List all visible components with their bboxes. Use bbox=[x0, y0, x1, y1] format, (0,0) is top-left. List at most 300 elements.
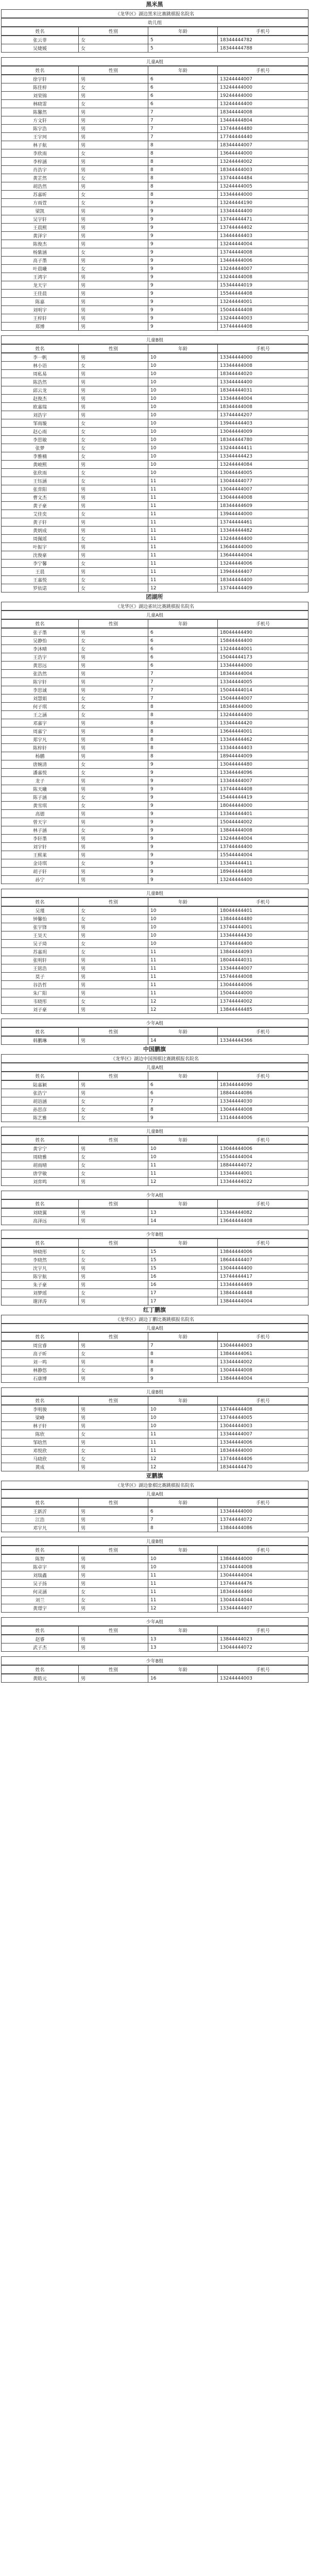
name-cell: 沈俊豪 bbox=[2, 551, 79, 560]
phone-cell: 13244444000 bbox=[218, 83, 308, 92]
table-row bbox=[2, 1145, 308, 1153]
registration-table bbox=[1, 1405, 308, 1471]
phone-cell: 18044444401 bbox=[218, 907, 308, 915]
name-cell: 王嘉悦 bbox=[2, 576, 79, 584]
gender-cell: 男 bbox=[79, 923, 148, 931]
section-title: 团湖所 bbox=[146, 594, 163, 600]
age-cell: 11 bbox=[148, 1596, 218, 1604]
gender-cell: 男 bbox=[79, 876, 148, 884]
gender-cell: 女 bbox=[79, 436, 148, 444]
col-phone-header: 手机号 bbox=[218, 1546, 308, 1554]
name-cell: 韩鹏琳 bbox=[2, 1037, 79, 1045]
age-cell: 6 bbox=[148, 637, 218, 645]
phone-cell: 13344444007 bbox=[218, 777, 308, 785]
name-cell: 王昊天 bbox=[2, 931, 79, 940]
name-cell: 陈天曦 bbox=[2, 785, 79, 793]
table-row bbox=[2, 686, 308, 694]
table-row bbox=[2, 1414, 308, 1422]
name-cell: 王新沂 bbox=[2, 1507, 79, 1516]
age-cell: 6 bbox=[148, 100, 218, 108]
table-row bbox=[2, 915, 308, 923]
age-cell: 12 bbox=[148, 1006, 218, 1014]
name-cell: 黄子豪 bbox=[2, 502, 79, 510]
table-header bbox=[1, 1546, 308, 1554]
header-row bbox=[2, 27, 308, 36]
age-cell: 8 bbox=[148, 736, 218, 744]
age-cell: 8 bbox=[148, 752, 218, 760]
col-age-header: 年龄 bbox=[148, 66, 218, 75]
table-row bbox=[2, 158, 308, 166]
gender-cell: 男 bbox=[79, 543, 148, 551]
phone-cell: 13144444006 bbox=[218, 1114, 308, 1122]
caption-cell: 儿童A组 bbox=[2, 1324, 308, 1332]
phone-cell: 13344444022 bbox=[218, 1178, 308, 1186]
gender-cell: 男 bbox=[79, 1297, 148, 1306]
phone-cell: 15044444007 bbox=[218, 694, 308, 703]
col-age-header: 年龄 bbox=[148, 1239, 218, 1247]
gender-cell: 男 bbox=[79, 810, 148, 818]
age-cell: 8 bbox=[148, 174, 218, 182]
col-phone-header: 手机号 bbox=[218, 345, 308, 353]
table-header bbox=[1, 1498, 308, 1507]
table-row bbox=[2, 1463, 308, 1471]
name-cell: 吴子扬 bbox=[2, 1580, 79, 1588]
table-row bbox=[2, 290, 308, 298]
gender-cell: 男 bbox=[79, 314, 148, 323]
table-row bbox=[2, 378, 308, 386]
age-cell: 6 bbox=[148, 1081, 218, 1089]
gender-cell: 女 bbox=[79, 248, 148, 257]
phone-cell: 13244444003 bbox=[218, 314, 308, 323]
gender-cell: 女 bbox=[79, 444, 148, 452]
table-row bbox=[2, 323, 308, 331]
table-row bbox=[2, 1455, 308, 1463]
gender-cell: 男 bbox=[79, 1089, 148, 1097]
phone-cell: 13344444000 bbox=[218, 1507, 308, 1516]
col-gender-header: 性别 bbox=[79, 1666, 148, 1674]
col-phone-header: 手机号 bbox=[218, 1626, 308, 1635]
phone-cell: 13044444480 bbox=[218, 760, 308, 769]
table-row bbox=[2, 240, 308, 248]
gender-cell: 男 bbox=[79, 518, 148, 527]
table-row bbox=[2, 736, 308, 744]
venue-section bbox=[1, 1471, 308, 1683]
age-cell: 9 bbox=[148, 818, 218, 826]
registration-table bbox=[1, 1036, 308, 1045]
name-cell: 张梦 bbox=[2, 444, 79, 452]
table-row bbox=[2, 719, 308, 727]
phone-cell: 13644444001 bbox=[218, 727, 308, 736]
table-row bbox=[2, 386, 308, 395]
phone-cell: 15044444002 bbox=[218, 818, 308, 826]
name-cell: 赵心雨 bbox=[2, 428, 79, 436]
age-cell: 9 bbox=[148, 240, 218, 248]
gender-cell: 男 bbox=[79, 1006, 148, 1014]
col-gender-header: 性别 bbox=[79, 620, 148, 628]
phone-cell: 18044444031 bbox=[218, 956, 308, 964]
table-row bbox=[2, 428, 308, 436]
table-row bbox=[2, 1588, 308, 1596]
gender-cell: 男 bbox=[79, 835, 148, 843]
table-row bbox=[2, 174, 308, 182]
table-row bbox=[2, 191, 308, 199]
name-cell: 张云菲 bbox=[2, 36, 79, 44]
phone-cell: 13644444408 bbox=[218, 1217, 308, 1225]
name-cell: 王梓轩 bbox=[2, 314, 79, 323]
table-row bbox=[2, 1153, 308, 1161]
phone-cell: 18044444490 bbox=[218, 629, 308, 637]
caption-cell: 少年A组 bbox=[2, 1618, 308, 1626]
name-cell: 曾天宇 bbox=[2, 818, 79, 826]
col-name-header: 姓名 bbox=[2, 1072, 79, 1080]
age-cell: 11 bbox=[148, 568, 218, 576]
phone-cell: 13844444008 bbox=[218, 826, 308, 835]
table-row bbox=[2, 670, 308, 678]
gender-cell: 男 bbox=[79, 215, 148, 224]
table-row bbox=[2, 224, 308, 232]
spacer bbox=[1, 1532, 308, 1537]
gender-cell: 女 bbox=[79, 760, 148, 769]
gender-cell: 女 bbox=[79, 510, 148, 518]
name-cell: 陈宇浩 bbox=[2, 125, 79, 133]
age-cell: 11 bbox=[148, 551, 218, 560]
caption-row bbox=[2, 1055, 308, 1063]
gender-cell: 女 bbox=[79, 469, 148, 477]
gender-cell: 男 bbox=[79, 989, 148, 997]
gender-cell: 男 bbox=[79, 290, 148, 298]
gender-cell: 男 bbox=[79, 981, 148, 989]
age-cell: 8 bbox=[148, 703, 218, 711]
phone-cell: 13044444006 bbox=[218, 981, 308, 989]
name-cell: 邹晗然 bbox=[2, 1438, 79, 1447]
table-row bbox=[2, 1555, 308, 1563]
age-cell: 7 bbox=[148, 133, 218, 141]
phone-cell: 15044444408 bbox=[218, 306, 308, 314]
age-cell: 6 bbox=[148, 1507, 218, 1516]
name-cell: 周晓雅 bbox=[2, 1153, 79, 1161]
spacer bbox=[1, 1383, 308, 1387]
name-cell: 胡雨晴 bbox=[2, 1161, 79, 1170]
name-cell: 罗依诺 bbox=[2, 584, 79, 592]
phone-cell: 18344444000 bbox=[218, 703, 308, 711]
age-cell: 9 bbox=[148, 810, 218, 818]
table-row bbox=[2, 306, 308, 314]
gender-cell: 男 bbox=[79, 1635, 148, 1643]
gender-cell: 女 bbox=[79, 100, 148, 108]
name-cell: 苏嘉玥 bbox=[2, 948, 79, 956]
spacer bbox=[1, 331, 308, 335]
gender-cell: 男 bbox=[79, 232, 148, 240]
col-name-header: 姓名 bbox=[2, 66, 79, 75]
name-cell: 李宁馨 bbox=[2, 560, 79, 568]
name-cell: 欧嘉瑞 bbox=[2, 403, 79, 411]
name-cell: 周宜睿 bbox=[2, 1342, 79, 1350]
name-cell: 吴瑾 bbox=[2, 907, 79, 915]
age-cell: 8 bbox=[148, 744, 218, 752]
table-row bbox=[2, 1089, 308, 1097]
gender-cell: 男 bbox=[79, 744, 148, 752]
header-row bbox=[2, 620, 308, 628]
age-cell: 12 bbox=[148, 584, 218, 592]
phone-cell: 13744444408 bbox=[218, 1405, 308, 1414]
phone-cell: 18344444090 bbox=[218, 1081, 308, 1089]
name-cell: 陈佳梓 bbox=[2, 83, 79, 92]
header-row bbox=[2, 1626, 308, 1635]
age-cell: 7 bbox=[148, 1342, 218, 1350]
phone-cell: 13444444804 bbox=[218, 116, 308, 125]
age-cell: 11 bbox=[148, 1170, 218, 1178]
table-row bbox=[2, 403, 308, 411]
phone-cell: 18644444407 bbox=[218, 1256, 308, 1264]
age-cell: 14 bbox=[148, 1217, 218, 1225]
name-cell: 方文轩 bbox=[2, 116, 79, 125]
caption-row bbox=[2, 602, 308, 611]
col-name-header: 姓名 bbox=[2, 1200, 79, 1208]
name-cell: 陈浩然 bbox=[2, 378, 79, 386]
age-cell: 11 bbox=[148, 981, 218, 989]
registration-table bbox=[1, 1208, 308, 1225]
name-cell: 刘子豪 bbox=[2, 1006, 79, 1014]
col-age-header: 年龄 bbox=[148, 898, 218, 906]
age-cell: 9 bbox=[148, 215, 218, 224]
name-cell: 胡语涵 bbox=[2, 1097, 79, 1106]
age-cell: 8 bbox=[148, 141, 218, 149]
gender-cell: 女 bbox=[79, 802, 148, 810]
table-caption bbox=[1, 1230, 308, 1239]
header-row bbox=[2, 1136, 308, 1144]
gender-cell: 男 bbox=[79, 719, 148, 727]
gender-cell: 女 bbox=[79, 793, 148, 802]
caption-row bbox=[2, 1019, 308, 1027]
phone-cell: 13344444004 bbox=[218, 395, 308, 403]
phone-cell: 18344444460 bbox=[218, 1588, 308, 1596]
table-row bbox=[2, 727, 308, 736]
col-gender-header: 性别 bbox=[79, 1499, 148, 1507]
age-cell: 7 bbox=[148, 670, 218, 678]
age-cell: 11 bbox=[148, 1447, 218, 1455]
name-cell: 杨鹏 bbox=[2, 752, 79, 760]
table-row bbox=[2, 419, 308, 428]
name-cell: 胡浩然 bbox=[2, 182, 79, 191]
phone-cell: 13844444061 bbox=[218, 1350, 308, 1358]
phone-cell: 13244444004 bbox=[218, 835, 308, 843]
col-age-header: 年龄 bbox=[148, 1200, 218, 1208]
table-row bbox=[2, 551, 308, 560]
gender-cell: 男 bbox=[79, 818, 148, 826]
age-cell: 9 bbox=[148, 769, 218, 777]
age-cell: 10 bbox=[148, 395, 218, 403]
spacer bbox=[1, 884, 308, 889]
age-cell: 11 bbox=[148, 1161, 218, 1170]
phone-cell: 13344444469 bbox=[218, 1281, 308, 1289]
table-caption bbox=[1, 1063, 308, 1072]
table-caption bbox=[1, 611, 308, 619]
table-row bbox=[2, 444, 308, 452]
age-cell: 11 bbox=[148, 1588, 218, 1596]
phone-cell: 13044444044 bbox=[218, 1596, 308, 1604]
table-row bbox=[2, 1161, 308, 1170]
table-row bbox=[2, 802, 308, 810]
age-cell: 9 bbox=[148, 793, 218, 802]
age-cell: 11 bbox=[148, 973, 218, 981]
name-cell: 江浩 bbox=[2, 1516, 79, 1524]
table-row bbox=[2, 1596, 308, 1604]
phone-cell: 13344444007 bbox=[218, 964, 308, 973]
age-cell: 10 bbox=[148, 1422, 218, 1430]
phone-cell: 13044444009 bbox=[218, 428, 308, 436]
gender-cell: 男 bbox=[79, 551, 148, 560]
phone-cell: 13344444001 bbox=[218, 1170, 308, 1178]
registration-table bbox=[1, 1635, 308, 1652]
gender-cell: 男 bbox=[79, 411, 148, 419]
name-cell: 吴宇轩 bbox=[2, 215, 79, 224]
phone-cell: 13744444072 bbox=[218, 1516, 308, 1524]
gender-cell: 男 bbox=[79, 158, 148, 166]
age-cell: 9 bbox=[148, 859, 218, 868]
phone-cell: 15044444173 bbox=[218, 653, 308, 662]
header-row bbox=[2, 1200, 308, 1208]
age-cell: 10 bbox=[148, 370, 218, 378]
col-name-header: 姓名 bbox=[2, 1499, 79, 1507]
name-cell: 韦晓彤 bbox=[2, 997, 79, 1006]
table-row bbox=[2, 1106, 308, 1114]
gender-cell: 男 bbox=[79, 777, 148, 785]
table-row bbox=[2, 281, 308, 290]
table-row bbox=[2, 769, 308, 777]
phone-cell: 13244444400 bbox=[218, 711, 308, 719]
name-cell: 黄思远 bbox=[2, 662, 79, 670]
table-row bbox=[2, 1273, 308, 1281]
age-cell: 10 bbox=[148, 419, 218, 428]
name-cell: 徐宇轩 bbox=[2, 75, 79, 83]
phone-cell: 13444444403 bbox=[218, 232, 308, 240]
col-phone-header: 手机号 bbox=[218, 1666, 308, 1674]
age-cell: 11 bbox=[148, 1438, 218, 1447]
gender-cell: 女 bbox=[79, 83, 148, 92]
age-cell: 7 bbox=[148, 116, 218, 125]
phone-cell: 13744444002 bbox=[218, 997, 308, 1006]
table-row bbox=[2, 1114, 308, 1122]
name-cell: 王佳晨 bbox=[2, 290, 79, 298]
name-cell: 张欣雨 bbox=[2, 469, 79, 477]
gender-cell: 男 bbox=[79, 1604, 148, 1613]
gender-cell: 女 bbox=[79, 703, 148, 711]
name-cell: 邓宇凡 bbox=[2, 1524, 79, 1532]
caption-cell: 儿童A组 bbox=[2, 1490, 308, 1498]
phone-cell: 15844444400 bbox=[218, 637, 308, 645]
age-cell: 8 bbox=[148, 1358, 218, 1366]
caption-cell: 儿童B组 bbox=[2, 1388, 308, 1396]
age-cell: 9 bbox=[148, 868, 218, 876]
gender-cell: 女 bbox=[79, 826, 148, 835]
phone-cell: 15544444004 bbox=[218, 1153, 308, 1161]
table-caption bbox=[1, 9, 308, 18]
name-cell: 王宇珂 bbox=[2, 133, 79, 141]
table-row bbox=[2, 810, 308, 818]
table-row bbox=[2, 694, 308, 703]
gender-cell: 女 bbox=[79, 915, 148, 923]
table-row bbox=[2, 1375, 308, 1383]
age-cell: 7 bbox=[148, 694, 218, 703]
caption-row bbox=[2, 1490, 308, 1498]
table-row bbox=[2, 568, 308, 576]
table-row bbox=[2, 1006, 308, 1014]
age-cell: 6 bbox=[148, 83, 218, 92]
table-row bbox=[2, 964, 308, 973]
phone-cell: 18844444072 bbox=[218, 1161, 308, 1170]
name-cell: 林子航 bbox=[2, 141, 79, 149]
gender-cell: 女 bbox=[79, 576, 148, 584]
table-row bbox=[2, 629, 308, 637]
phone-cell: 13244444190 bbox=[218, 199, 308, 207]
gender-cell: 男 bbox=[79, 843, 148, 851]
caption-cell: 儿童B组 bbox=[2, 889, 308, 897]
age-cell: 11 bbox=[148, 510, 218, 518]
section-title: 亚鹏旗 bbox=[146, 1472, 163, 1479]
table-row bbox=[2, 1430, 308, 1438]
name-cell: 曹文杰 bbox=[2, 494, 79, 502]
name-cell: 李思诚 bbox=[2, 686, 79, 694]
name-cell: 唐学敏 bbox=[2, 1170, 79, 1178]
phone-cell: 15544444408 bbox=[218, 290, 308, 298]
table-row bbox=[2, 948, 308, 956]
table-row bbox=[2, 125, 308, 133]
table-row bbox=[2, 485, 308, 494]
phone-cell: 13744444408 bbox=[218, 785, 308, 793]
age-cell: 11 bbox=[148, 1580, 218, 1588]
table-row bbox=[2, 1178, 308, 1186]
gender-cell: 男 bbox=[79, 395, 148, 403]
age-cell: 5 bbox=[148, 44, 218, 53]
table-row bbox=[2, 1447, 308, 1455]
name-cell: 刘荣锦 bbox=[2, 92, 79, 100]
name-cell: 王铭浩 bbox=[2, 964, 79, 973]
table-header bbox=[1, 27, 308, 36]
table-row bbox=[2, 182, 308, 191]
name-cell: 吴婕媛 bbox=[2, 44, 79, 53]
name-cell: 陈欣 bbox=[2, 1430, 79, 1438]
age-cell: 9 bbox=[148, 232, 218, 240]
gender-cell: 女 bbox=[79, 584, 148, 592]
name-cell: 黄成 bbox=[2, 1463, 79, 1471]
table-row bbox=[2, 1422, 308, 1430]
gender-cell: 女 bbox=[79, 769, 148, 777]
phone-cell: 13244444004 bbox=[218, 240, 308, 248]
col-gender-header: 性别 bbox=[79, 1239, 148, 1247]
col-phone-header: 手机号 bbox=[218, 1397, 308, 1405]
name-cell: 石康博 bbox=[2, 1375, 79, 1383]
table-row bbox=[2, 116, 308, 125]
age-cell: 10 bbox=[148, 444, 218, 452]
gender-cell: 女 bbox=[79, 1114, 148, 1122]
name-cell: 李一帆 bbox=[2, 353, 79, 362]
table-row bbox=[2, 75, 308, 83]
header-row bbox=[2, 898, 308, 906]
table-row bbox=[2, 273, 308, 281]
table-row bbox=[2, 826, 308, 835]
phone-cell: 13244444006 bbox=[218, 560, 308, 568]
name-cell: 李沐晴 bbox=[2, 645, 79, 653]
phone-cell: 13844444000 bbox=[218, 1555, 308, 1563]
phone-cell: 13744444484 bbox=[218, 174, 308, 182]
table-row bbox=[2, 1604, 308, 1613]
phone-cell: 13044444077 bbox=[218, 477, 308, 485]
phone-cell: 13844444004 bbox=[218, 1297, 308, 1306]
table-row bbox=[2, 973, 308, 981]
table-row bbox=[2, 527, 308, 535]
phone-cell: 13044444072 bbox=[218, 1643, 308, 1652]
gender-cell: 男 bbox=[79, 224, 148, 232]
